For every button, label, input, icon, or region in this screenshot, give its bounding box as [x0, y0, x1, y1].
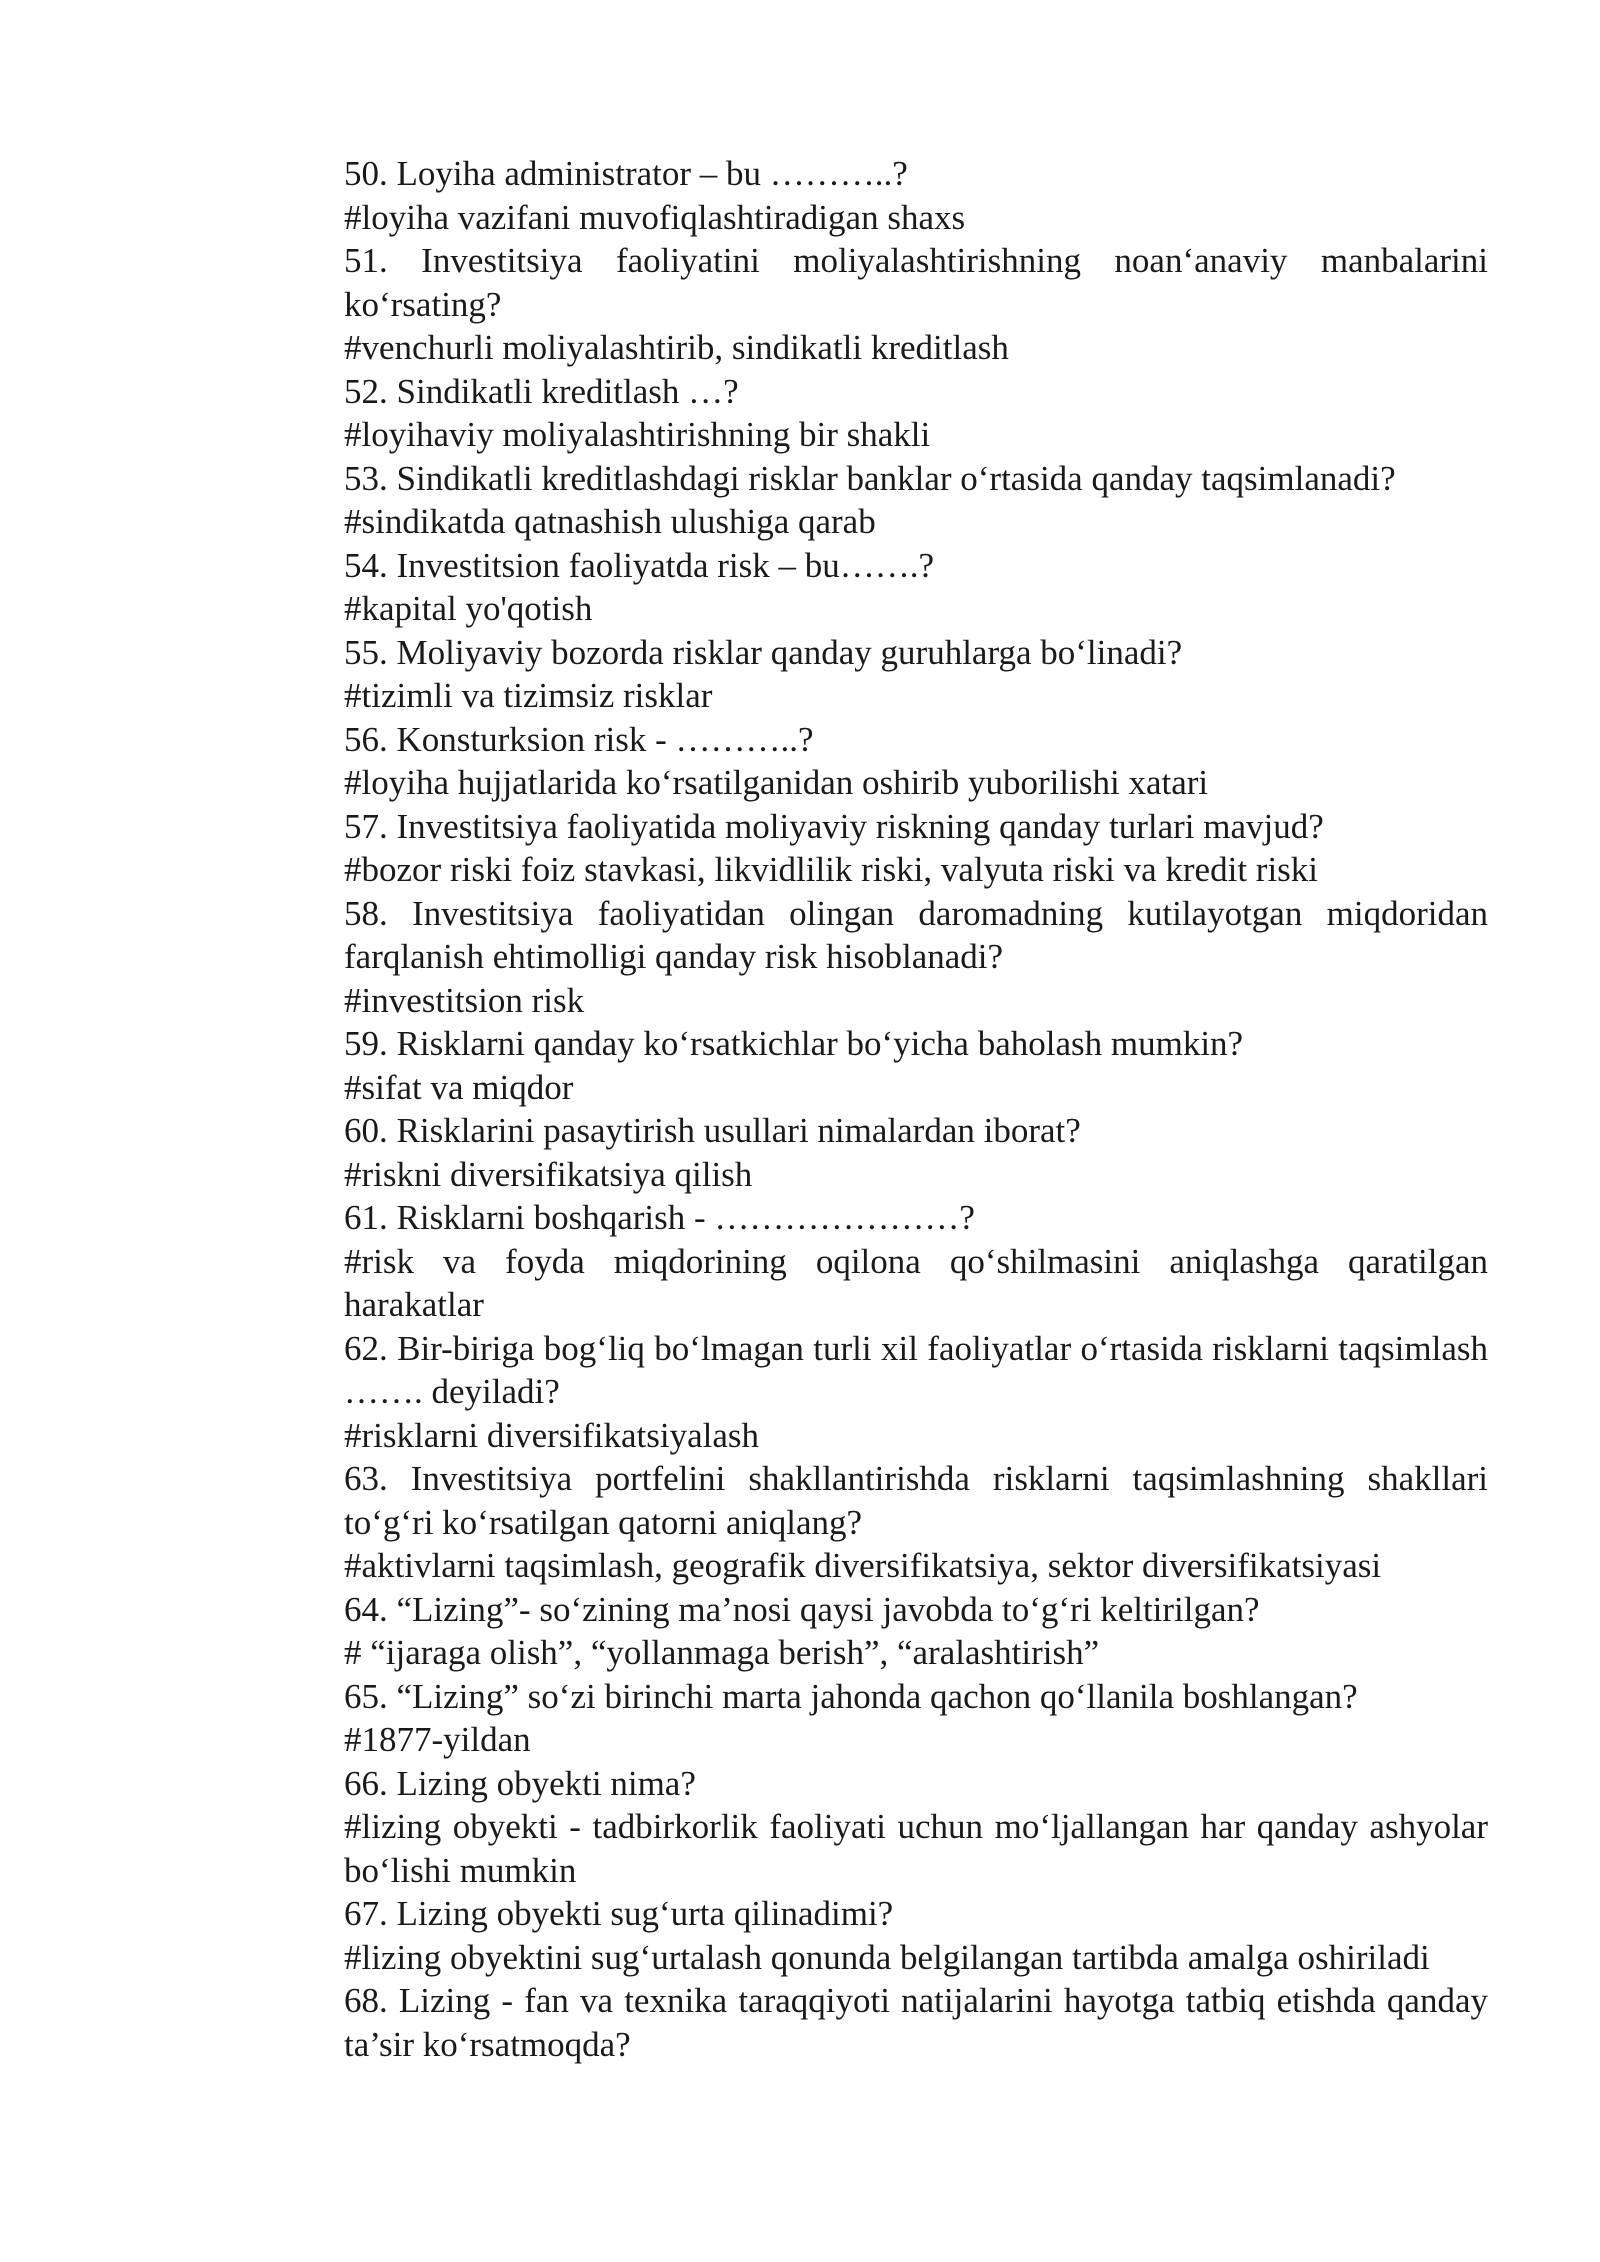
question-line: 53. Sindikatli kreditlashdagi risklar banklar o‘rtasida qanday taqsimlanadi? [344, 458, 1396, 498]
question-line: 55. Moliyaviy bozorda risklar qanday guruhlarga bo‘linadi? [344, 632, 1183, 672]
answer-line: #sindikatda qatnashish ulushiga qarab [344, 502, 876, 541]
answer-line: #loyiha vazifani muvofiqlashtiradigan shaxs [344, 197, 966, 237]
answer-line: #risk va foyda miqdorining oqilona qo‘shilmasini aniqlashga qaratilgan harakatlar [344, 1241, 1488, 1324]
answer-line: #tizimli va tizimsiz risklar [344, 676, 713, 715]
question-line: 58. Investitsiya faoliyatidan olingan daromadning kutilayotgan miqdoridan farqlanish ehtimolligi qanday risk hisoblanadi? [344, 893, 1488, 976]
question-line: 54. Investitsion faoliyatda risk – bu…….? [344, 545, 935, 585]
answer-line: #lizing obyektini sug‘urtalash qonunda belgilangan tartibda amalga oshiriladi [344, 1937, 1430, 1977]
answer-line: #aktivlarni taqsimlash, geografik diversifikatsiya, sektor diversifikatsiyasi [344, 1546, 1382, 1585]
answer-line: #bozor riski foiz stavkasi, likvidlilik riski, valyuta riski va kredit riski [344, 850, 1319, 889]
answer-line: #venchurli moliyalashtirib, sindikatli kreditlash [344, 328, 1009, 367]
question-line: 56. Konsturksion risk - ………..? [344, 719, 814, 759]
question-line: 64. “Lizing”- so‘zining ma’nosi qaysi javobda to‘g‘ri keltirilgan? [344, 1589, 1260, 1629]
question-line: 57. Investitsiya faoliyatida moliyaviy riskning qanday turlari mavjud? [344, 806, 1324, 846]
answer-line: # “ijaraga olish”, “yollanmaga berish”, “aralashtirish” [344, 1633, 1100, 1672]
question-line: 63. Investitsiya portfelini shakllantirishda risklarni taqsimlashning shakllari to‘g‘ri ko‘rsatilgan qatorni aniqlang? [344, 1459, 1488, 1542]
document-body [344, 152, 1488, 2066]
question-line: 62. Bir-biriga bog‘liq bo‘lmagan turli xil faoliyatlar o‘rtasida risklarni taqsimlash ……. deyiladi? [344, 1328, 1488, 1411]
question-line: 52. Sindikatli kreditlash …? [344, 371, 739, 411]
answer-line: #investitsion risk [344, 980, 585, 1020]
question-line: 50. Loyiha administrator – bu ………..? [344, 154, 908, 193]
answer-line: #kapital yo'qotish [344, 589, 593, 628]
question-line: 67. Lizing obyekti sug‘urta qilinadimi? [344, 1894, 894, 1933]
question-line: 51. Investitsiya faoliyatini moliyalashtirishning noan‘anaviy manbalarini ko‘rsating? [344, 241, 1488, 324]
question-line: 60. Risklarini pasaytirish usullari nimalardan iborat? [344, 1111, 1081, 1150]
question-line: 61. Risklarni boshqarish - …………………? [344, 1198, 975, 1237]
answer-line: #sifat va miqdor [344, 1067, 574, 1107]
question-line: 66. Lizing obyekti nima? [344, 1763, 696, 1803]
answer-line: #loyihaviy moliyalashtirishning bir shakli [344, 415, 931, 454]
answer-line: #loyiha hujjatlarida ko‘rsatilganidan oshirib yuborilishi xatari [344, 763, 1209, 802]
question-line: 59. Risklarni qanday ko‘rsatkichlar bo‘yicha baholash mumkin? [344, 1024, 1244, 1063]
answer-line: #risklarni diversifikatsiyalash [344, 1415, 760, 1455]
answer-line: #riskni diversifikatsiya qilish [344, 1154, 753, 1194]
answer-line: #lizing obyekti - tadbirkorlik faoliyati uchun mo‘ljallangan har qanday ashyolar bo‘lishi mumkin [344, 1807, 1488, 1890]
answer-line: #1877-yildan [344, 1720, 531, 1759]
question-line: 68. Lizing - fan va texnika taraqqiyoti natijalarini hayotga tatbiq etishda qanday ta’sir ko‘rsatmoqda? [344, 1981, 1488, 2064]
question-line: 65. “Lizing” so‘zi birinchi marta jahonda qachon qo‘llanila boshlangan? [344, 1676, 1358, 1716]
